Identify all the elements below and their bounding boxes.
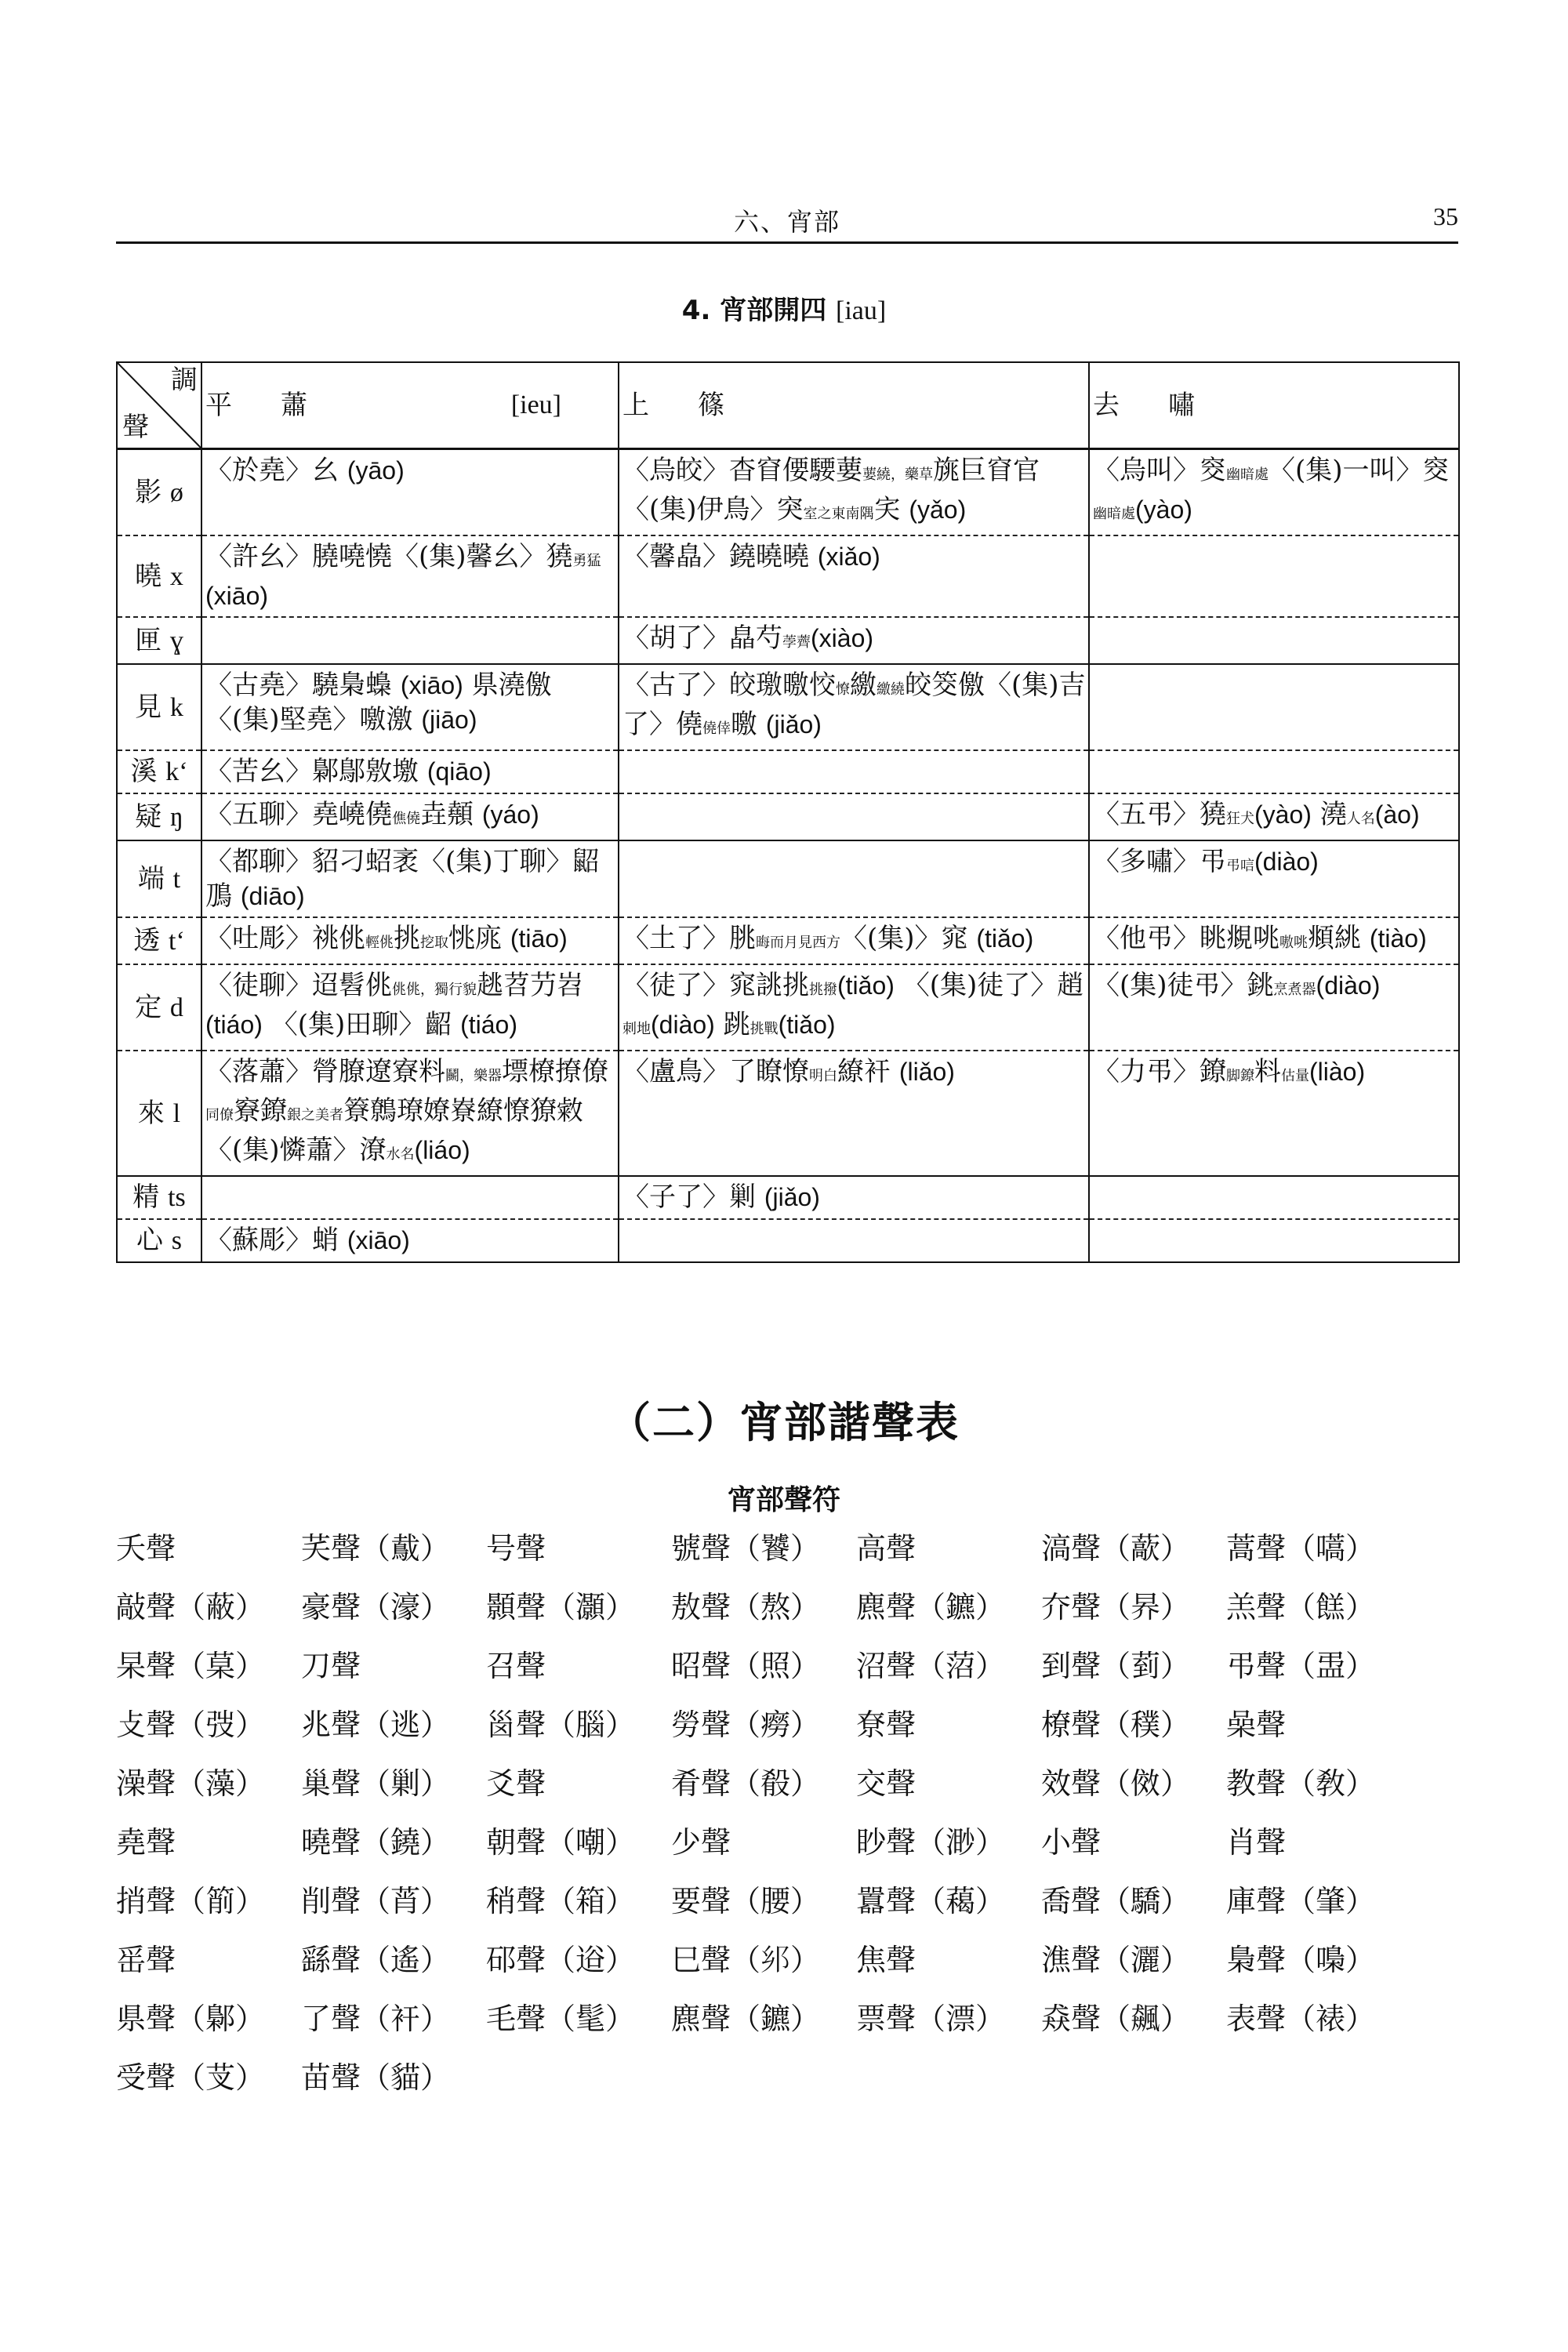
initial-cell xyxy=(117,1051,201,1176)
table-row xyxy=(117,664,1459,750)
series-item: 勞聲（癆） xyxy=(671,1708,821,1742)
initial-char: 匣 xyxy=(135,624,162,656)
gloss-note: 幽暗處 xyxy=(1093,506,1135,522)
series-item: 滈聲（藃） xyxy=(1041,1531,1191,1566)
cell-shang xyxy=(619,1176,1089,1219)
series-item: 喬聲（驕） xyxy=(1041,1884,1191,1918)
pinyin: (ào) xyxy=(1374,800,1420,829)
series-item: 庫聲（肇） xyxy=(1226,1884,1376,1918)
entry-text: 墂橑撩僚 xyxy=(502,1056,608,1087)
cell-qu xyxy=(1089,617,1459,664)
entry-text: 挑 xyxy=(394,923,420,954)
entry-text: 簝鷯璙嫽嶚繚憭獠敹〈(集)憐蕭〉潦 xyxy=(205,1095,583,1166)
entry-text: 〈盧鳥〉了瞭憭 xyxy=(622,1056,809,1087)
header-rhyme: 篠 xyxy=(698,390,724,421)
table-title-text: 4. 宵部開四 xyxy=(681,295,837,326)
running-head-title: 六、宵部 xyxy=(733,207,840,237)
pinyin: (diào) xyxy=(1254,848,1319,876)
entry-text: 〈(集)〉窕 xyxy=(840,923,977,954)
gloss-note: 繳繞 xyxy=(877,681,905,698)
initial-cell xyxy=(117,535,201,617)
series-item: 兆聲（逃） xyxy=(301,1708,451,1742)
entry-text: 曒 xyxy=(731,709,766,740)
gloss-note: 嗷咷 xyxy=(1279,935,1308,951)
series-item: 曉聲（鐃） xyxy=(301,1825,451,1860)
series-item: 削聲（莦） xyxy=(301,1884,451,1918)
series-item: 𡿺聲（腦） xyxy=(486,1708,636,1742)
pinyin: (yào) xyxy=(1254,800,1312,829)
cell-qu xyxy=(1089,1219,1459,1262)
initial-char: 心 xyxy=(136,1225,163,1256)
pinyin: (diào) xyxy=(1316,971,1381,1000)
cell-shang xyxy=(619,664,1089,750)
phonetic-series-list xyxy=(116,1530,1480,2096)
entry-text: 宎 xyxy=(873,494,909,525)
pinyin: (xiǎo) xyxy=(817,543,880,571)
series-item: 囂聲（藒） xyxy=(856,1884,1006,1918)
header-tone: 上 xyxy=(622,390,649,421)
series-item: 捎聲（箾） xyxy=(116,1884,266,1918)
cell-shang xyxy=(619,917,1089,964)
series-item: 爻聲 xyxy=(486,1766,546,1801)
pinyin: (diào) xyxy=(651,1011,715,1039)
corner-initial-label: 聲 xyxy=(122,412,149,443)
table-title-ipa: [iau] xyxy=(836,296,887,325)
initial-char: 影 xyxy=(135,476,162,508)
cell-ping xyxy=(201,535,619,617)
header-rhyme: 嘯 xyxy=(1168,390,1195,421)
initial-symbol: ts xyxy=(168,1183,186,1212)
gloss-note: 明白 xyxy=(809,1068,837,1084)
gloss-note: 幽暗處 xyxy=(1226,466,1269,483)
entry-text: 〈古堯〉驍梟蟂 xyxy=(205,670,401,701)
pinyin: (yāo) xyxy=(347,456,405,485)
pinyin: (yáo) xyxy=(481,800,539,829)
entry-text: 〈子了〉剿 xyxy=(622,1181,764,1213)
initial-cell xyxy=(117,664,201,750)
entry-text: 〈(集)徒了〉趙 xyxy=(894,970,1084,1001)
initial-symbol: t xyxy=(172,864,181,894)
pinyin: (liáo) xyxy=(414,1136,470,1164)
initial-symbol: l xyxy=(172,1098,181,1128)
series-item: 受聲（芆） xyxy=(116,2060,266,2095)
entry-text: 〈五聊〉堯嶢僥 xyxy=(205,799,392,830)
entry-text: 〈他弔〉眺覜咷 xyxy=(1093,923,1279,954)
cell-qu xyxy=(1089,664,1459,750)
entry-text: 〈許幺〉膮嘵憢〈(集)馨幺〉獟 xyxy=(205,541,573,572)
series-item: 羔聲（餻） xyxy=(1226,1590,1376,1624)
pinyin: (tiǎo) xyxy=(837,971,895,1000)
initial-cell xyxy=(117,750,201,793)
gloss-note: 同僚 xyxy=(205,1107,234,1123)
page-number: 35 xyxy=(1433,202,1458,230)
entry-text: 澆 xyxy=(1311,799,1347,830)
header-qu xyxy=(1089,362,1459,449)
initial-char: 曉 xyxy=(135,560,162,592)
table-row xyxy=(117,1219,1459,1262)
series-item: 猋聲（飆） xyxy=(1041,2002,1191,2036)
table-header-row xyxy=(117,362,1459,449)
initial-symbol: t‘ xyxy=(169,926,185,956)
initial-char: 定 xyxy=(135,991,162,1023)
cell-ping xyxy=(201,1219,619,1262)
initial-symbol: ø xyxy=(169,477,183,507)
cell-ping xyxy=(201,664,619,750)
initial-cell xyxy=(117,917,201,964)
initial-char: 溪 xyxy=(130,756,158,787)
pinyin: (xiāo) xyxy=(347,1226,410,1254)
cell-qu xyxy=(1089,840,1459,917)
series-item: 梟聲（嘄） xyxy=(1226,1943,1376,1977)
entry-text: 旐巨窅官〈(集)伊鳥〉突 xyxy=(622,455,1040,525)
table-row xyxy=(117,1051,1459,1176)
gloss-note: 鬭，樂器 xyxy=(445,1068,502,1084)
pinyin: (liǎo) xyxy=(898,1058,955,1086)
pinyin: (tiǎo) xyxy=(976,924,1034,953)
series-item: 豪聲（濠） xyxy=(301,1590,451,1624)
cell-ping xyxy=(201,1176,619,1219)
initial-symbol: ɣ xyxy=(169,626,183,655)
series-item: 票聲（漂） xyxy=(856,2002,1006,2036)
pinyin: (liào) xyxy=(1309,1058,1366,1086)
gloss-note: 銀之美者 xyxy=(287,1107,343,1123)
pinyin: (tiáo) xyxy=(205,1011,263,1039)
series-item: 高聲 xyxy=(856,1531,916,1566)
series-item: 交聲 xyxy=(856,1766,916,1801)
series-item: 教聲（敎） xyxy=(1226,1766,1376,1801)
cell-shang xyxy=(619,793,1089,840)
series-item: 堯聲 xyxy=(116,1825,176,1860)
cell-shang xyxy=(619,750,1089,793)
table-row xyxy=(117,1176,1459,1219)
cell-shang xyxy=(619,1219,1089,1262)
initial-char: 來 xyxy=(137,1097,165,1129)
initial-cell xyxy=(117,1176,201,1219)
cell-ping xyxy=(201,1051,619,1176)
rhyme-table xyxy=(116,361,1460,1263)
series-item: 了聲（衦） xyxy=(301,2002,451,2036)
cell-shang xyxy=(619,617,1089,664)
section-title: （二）宵部諧聲表 xyxy=(608,1398,960,1447)
entry-text: 〈都聊〉貂刁蛁袤〈(集)丁聊〉鼦鳭 xyxy=(205,846,600,912)
entry-text: 〈於堯〉幺 xyxy=(205,455,347,486)
entry-text: 〈五弔〉獟 xyxy=(1093,799,1226,830)
initial-char: 精 xyxy=(132,1181,160,1213)
series-item: 芺聲（䳒） xyxy=(301,1531,451,1566)
table-body xyxy=(117,449,1459,1263)
table-row xyxy=(117,964,1459,1051)
series-item: 潐聲（灑） xyxy=(1041,1943,1191,1977)
entry-text: 〈吐彫〉祧佻 xyxy=(205,923,365,954)
series-item: 少聲 xyxy=(671,1825,731,1860)
series-item: 肖聲 xyxy=(1226,1825,1287,1860)
series-item: 刀聲 xyxy=(301,1649,361,1683)
series-item: 效聲（傚） xyxy=(1041,1766,1191,1801)
gloss-note: 僬僥 xyxy=(392,811,420,827)
pinyin: (qiāo) xyxy=(426,757,492,786)
series-item: 蒿聲（嚆） xyxy=(1226,1531,1376,1566)
header-tone: 平 xyxy=(205,390,232,421)
table-row xyxy=(117,793,1459,840)
series-item: 昭聲（照） xyxy=(671,1649,821,1683)
series-item: 召聲 xyxy=(486,1649,546,1683)
entry-text: 竂鐐 xyxy=(234,1095,287,1127)
entry-text: 趒苕芀岧 xyxy=(477,970,583,1001)
cell-qu xyxy=(1089,535,1459,617)
pinyin: (xiāo) xyxy=(400,671,463,699)
entry-text: 〈土了〉朓 xyxy=(622,923,756,954)
cell-ping xyxy=(201,793,619,840)
initial-symbol: x xyxy=(169,561,183,591)
pinyin: (tiào) xyxy=(1369,924,1427,953)
series-item: 小聲 xyxy=(1041,1825,1102,1860)
series-item: 弔聲（盄） xyxy=(1226,1649,1376,1683)
series-item: 澡聲（藻） xyxy=(116,1766,266,1801)
gloss-note: 狂犬 xyxy=(1226,811,1254,827)
cell-qu xyxy=(1089,1176,1459,1219)
cell-qu xyxy=(1089,964,1459,1051)
series-item: 県聲（鄡） xyxy=(116,2002,266,2036)
initial-char: 端 xyxy=(137,862,165,895)
initial-cell xyxy=(117,840,201,917)
series-item: 稍聲（箱） xyxy=(486,1884,636,1918)
series-item: 顥聲（灝） xyxy=(486,1590,636,1624)
gloss-note: 水名 xyxy=(386,1146,415,1163)
initial-char: 疑 xyxy=(135,800,162,833)
cell-qu xyxy=(1089,449,1459,536)
gloss-note: 僥倖 xyxy=(702,720,731,737)
series-item: 繇聲（遙） xyxy=(301,1943,451,1977)
pinyin: (yào) xyxy=(1135,495,1192,524)
pinyin: (xiāo) xyxy=(205,582,269,610)
initial-cell xyxy=(117,1219,201,1262)
gloss-note: 人名 xyxy=(1346,811,1375,827)
series-item: 橑聲（穙） xyxy=(1041,1708,1191,1742)
cell-qu xyxy=(1089,917,1459,964)
pinyin: (jiǎo) xyxy=(764,1183,820,1211)
table-row xyxy=(117,840,1459,917)
table-title xyxy=(0,289,1568,327)
series-item: 敲聲（蔽） xyxy=(116,1590,266,1624)
cell-ping xyxy=(201,617,619,664)
entry-text: 〈烏叫〉窔 xyxy=(1093,455,1226,486)
entry-text: 垚顤 xyxy=(420,799,482,830)
entry-text: 〈馨皛〉鐃曉曉 xyxy=(622,541,818,572)
entry-text: 繳 xyxy=(850,670,877,701)
entry-text: 皎筊儌〈(集)吉了〉僥 xyxy=(622,670,1086,740)
pinyin: (tiáo) xyxy=(460,1011,517,1039)
series-item: 杲聲（菒） xyxy=(116,1649,266,1683)
cell-shang xyxy=(619,1051,1089,1176)
gloss-note: 弔唁 xyxy=(1226,858,1254,874)
initial-symbol: d xyxy=(169,993,183,1022)
cell-qu xyxy=(1089,1051,1459,1176)
initial-symbol: k xyxy=(169,692,183,722)
gloss-note: 輕佻 xyxy=(365,935,394,951)
cell-shang xyxy=(619,449,1089,536)
entry-text: 〈多嘯〉弔 xyxy=(1093,846,1226,877)
series-item: 巳聲（𨙵） xyxy=(671,1943,821,1977)
gloss-note: 刺地 xyxy=(622,1021,651,1037)
entry-text: 〈落蕭〉膋膫遼寮料 xyxy=(205,1056,445,1087)
cell-ping xyxy=(201,917,619,964)
initial-cell xyxy=(117,449,201,536)
initial-symbol: k‘ xyxy=(165,757,188,786)
gloss-note: 晦而月見西方 xyxy=(756,935,840,951)
pinyin: (jiāo) xyxy=(421,706,477,734)
initial-cell xyxy=(117,964,201,1051)
cell-ping xyxy=(201,449,619,536)
gloss-note: 憭 xyxy=(836,681,850,698)
series-item: 焦聲 xyxy=(856,1943,916,1977)
cell-qu xyxy=(1089,750,1459,793)
running-head xyxy=(116,202,1458,240)
initial-char: 見 xyxy=(135,691,162,723)
table-row xyxy=(117,535,1459,617)
series-item: 䂙聲（逧） xyxy=(486,1943,636,1977)
gloss-note: 葽繞，藥草 xyxy=(862,466,933,483)
header-ipa: [ieu] xyxy=(510,390,561,419)
series-item: 要聲（腰） xyxy=(671,1884,821,1918)
entry-text: 繚衦 xyxy=(837,1056,899,1087)
series-item: 肴聲（殽） xyxy=(671,1766,821,1801)
gloss-note: 佻佻，獨行貌 xyxy=(392,982,477,998)
table-row xyxy=(117,917,1459,964)
entry-text: 〈蘇彫〉蛸 xyxy=(205,1225,347,1256)
cell-qu xyxy=(1089,793,1459,840)
initial-cell xyxy=(117,793,201,840)
series-item: 䍃聲 xyxy=(116,1943,176,1977)
header-rhyme: 蕭 xyxy=(281,390,307,421)
gloss-note: 烹煮器 xyxy=(1273,982,1316,998)
entry-text: 〈(集)田聊〉齠 xyxy=(262,1009,461,1040)
header-tone: 去 xyxy=(1093,390,1120,421)
series-item: 到聲（菿） xyxy=(1041,1649,1191,1683)
pinyin: (tiāo) xyxy=(510,924,568,953)
entry-text: 〈胡了〉皛芍 xyxy=(622,622,782,654)
cell-ping xyxy=(201,840,619,917)
series-item: 表聲（裱） xyxy=(1226,2002,1376,2036)
series-item: 攴聲（弢） xyxy=(116,1708,266,1742)
series-item: 號聲（饕） xyxy=(671,1531,821,1566)
table-row xyxy=(117,750,1459,793)
header-rule xyxy=(116,241,1458,244)
series-item: 敖聲（熬） xyxy=(671,1590,821,1624)
gloss-note: 勇猛 xyxy=(572,553,601,569)
series-item: 苗聲（貓） xyxy=(301,2060,451,2095)
entry-text: 頫絩 xyxy=(1308,923,1370,954)
cell-ping xyxy=(201,750,619,793)
initial-symbol: s xyxy=(171,1226,183,1255)
gloss-note: 估量 xyxy=(1281,1068,1309,1084)
initial-char: 透 xyxy=(133,924,161,956)
entry-text: 〈(集)一叫〉窔 xyxy=(1269,455,1450,486)
series-item: 朝聲（嘲） xyxy=(486,1825,636,1860)
pinyin: (diāo) xyxy=(240,882,305,910)
corner-cell xyxy=(117,362,201,449)
entry-text: 〈苦幺〉鄡鄥敫墽 xyxy=(205,756,427,787)
entry-text: 恌庣 xyxy=(448,923,510,954)
series-item: 巢聲（剿） xyxy=(301,1766,451,1801)
entry-text: 〈力弔〉鐐 xyxy=(1093,1056,1226,1087)
series-item: 沼聲（菬） xyxy=(856,1649,1006,1683)
entry-text: 〈古了〉皎璬曒恔 xyxy=(622,670,836,701)
series-item: 眇聲（渺） xyxy=(856,1825,1006,1860)
cell-shang xyxy=(619,840,1089,917)
series-item: 夰聲（昦） xyxy=(1041,1590,1191,1624)
pinyin: (yǎo) xyxy=(909,495,967,524)
table-row xyxy=(117,449,1459,536)
entry-text: 〈徒聊〉迢髫佻 xyxy=(205,970,392,1001)
gloss-note: 挖取 xyxy=(420,935,448,951)
pinyin: (xiào) xyxy=(811,624,874,652)
series-item: 号聲 xyxy=(486,1531,546,1566)
series-item: 夭聲 xyxy=(116,1531,176,1566)
series-item: 喿聲 xyxy=(1226,1708,1287,1742)
gloss-note: 挑撥 xyxy=(809,982,837,998)
table-row xyxy=(117,617,1459,664)
cell-shang xyxy=(619,535,1089,617)
header-shang xyxy=(619,362,1089,449)
entry-text: 跳 xyxy=(714,1009,750,1040)
series-item: 毛聲（髦） xyxy=(486,2002,636,2036)
entry-text: 〈烏皎〉杳窅偠騕葽 xyxy=(622,455,862,486)
header-ping xyxy=(201,362,619,449)
series-item: 麃聲（鑣） xyxy=(856,1590,1006,1624)
entry-text: 県澆儌〈(集)堅堯〉噭激 xyxy=(205,670,552,735)
entry-text: 〈徒了〉窕誂挑 xyxy=(622,970,809,1001)
entry-text: 料 xyxy=(1254,1056,1281,1087)
initial-symbol: ŋ xyxy=(169,802,183,832)
entry-text: 〈(集)徒弔〉銚 xyxy=(1093,970,1274,1001)
pinyin: (tiǎo) xyxy=(778,1011,836,1039)
initial-cell xyxy=(117,617,201,664)
corner-tone-label: 調 xyxy=(171,365,198,396)
pinyin: (jiǎo) xyxy=(765,710,822,739)
cell-shang xyxy=(619,964,1089,1051)
series-item: 尞聲 xyxy=(856,1708,916,1742)
gloss-note: 挑戰 xyxy=(750,1021,779,1037)
list-title: 宵部聲符 xyxy=(727,1484,840,1516)
gloss-note: 脚鐐 xyxy=(1226,1068,1254,1084)
gloss-note: 室之東南隅 xyxy=(803,506,874,522)
gloss-note: 荸薺 xyxy=(782,634,811,651)
cell-ping xyxy=(201,964,619,1051)
series-item: 麃聲（鑣） xyxy=(671,2002,821,2036)
